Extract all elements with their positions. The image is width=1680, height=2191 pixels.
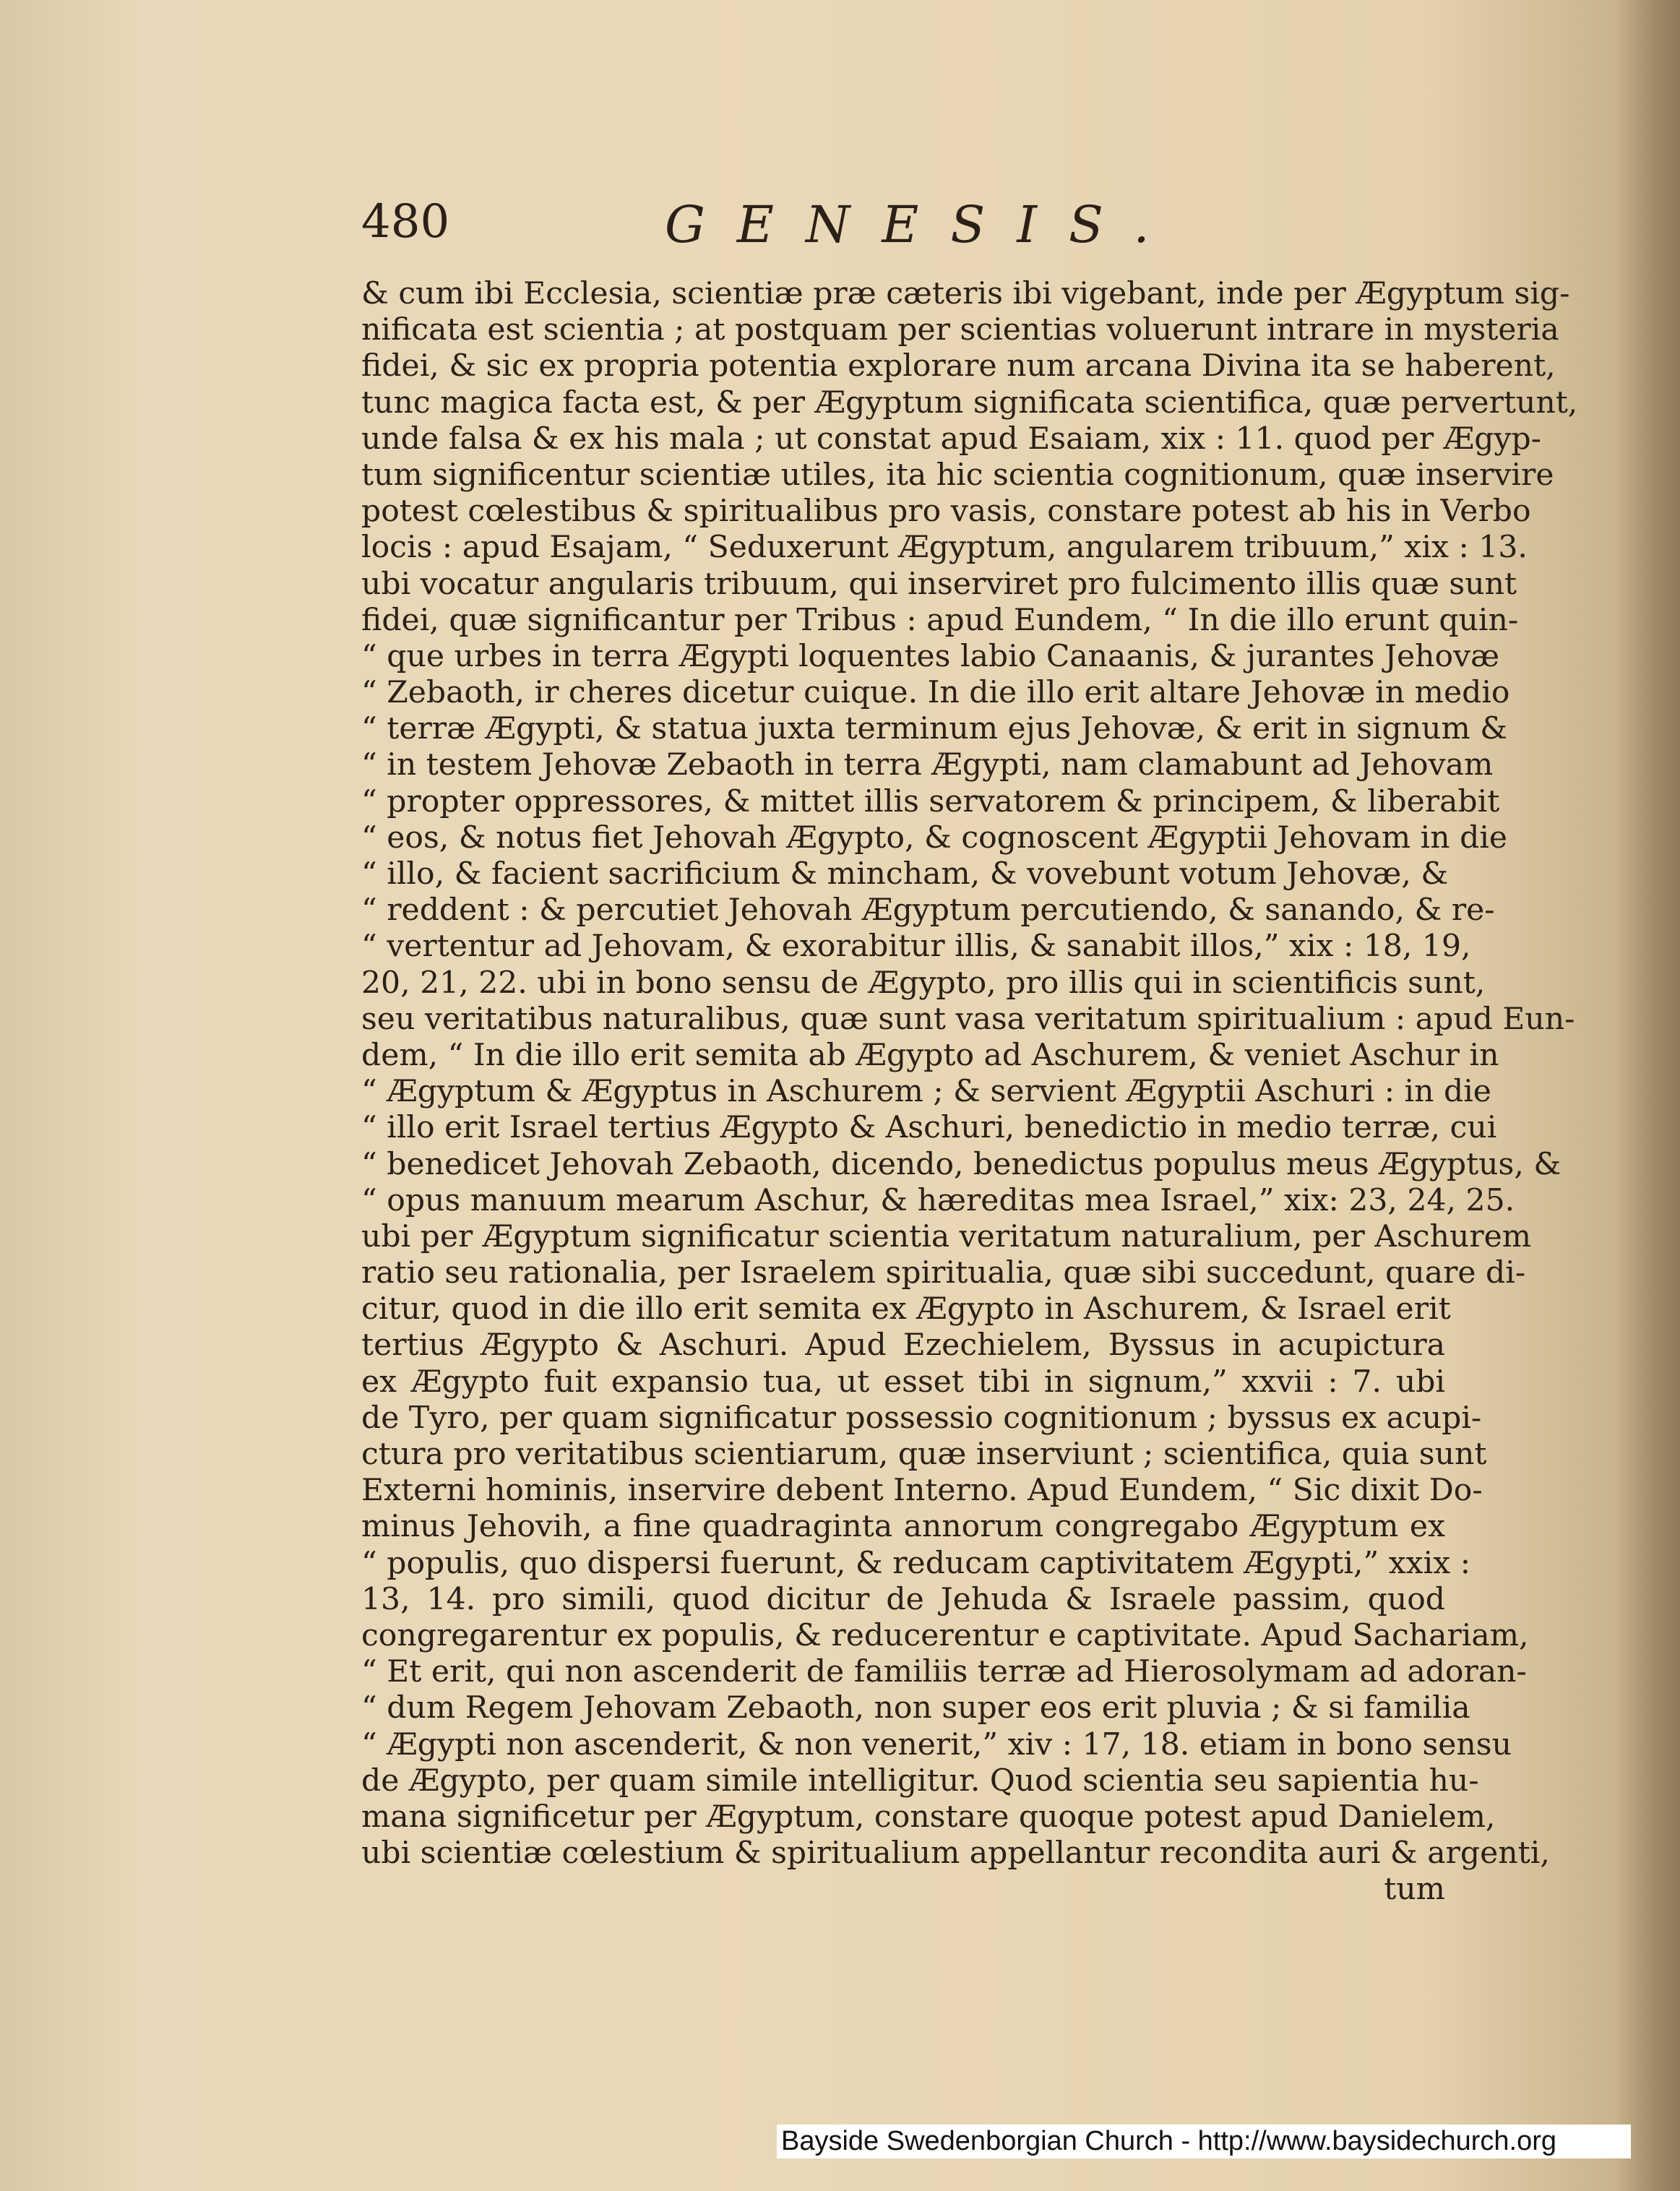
text-line: “ eos, & notus fiet Jehovah Ægypto, & cognoscent Ægyptii Jehovam in die: [361, 819, 1508, 856]
text-line: “ que urbes in terra Ægypti loquentes labio Canaanis, & jurantes Jehovæ: [361, 638, 1500, 674]
text-line: & cum ibi Ecclesia, scientiæ præ cæteris ibi vigebant, inde per Ægyptum sig-: [361, 276, 1570, 311]
text-line: minus Jehovih, a fine quadraginta annorum congregabo Ægyptum ex: [361, 1509, 1445, 1545]
text-line: ratio seu rationalia, per Israelem spiritualia, quæ sibi succedunt, quare di-: [361, 1255, 1526, 1291]
running-title: GENESIS.: [665, 195, 1181, 254]
page-number: 480: [361, 195, 450, 249]
text-line: nificata est scientia ; at postquam per scientias voluerunt intrare in mysteria: [361, 312, 1559, 348]
text-line: seu veritatibus naturalibus, quæ sunt vasa veritatum spiritualium : apud Eun-: [361, 1001, 1575, 1037]
text-line: “ benedicet Jehovah Zebaoth, dicendo, benedictus populus meus Ægyptus, &: [361, 1146, 1561, 1182]
text-line: “ reddent : & percutiet Jehovah Ægyptum percutiendo, & sanando, & re-: [361, 892, 1495, 929]
text-line: “ Zebaoth, ir cheres dicetur cuique. In die illo erit altare Jehovæ in medio: [361, 675, 1510, 711]
page-gutter-shadow: [1615, 0, 1680, 2191]
text-line: “ dum Regem Jehovam Zebaoth, non super eos erit pluvia ; & si familia: [361, 1690, 1470, 1726]
text-line: dem, “ In die illo erit semita ab Ægypto ad Aschurem, & veniet Aschur in: [361, 1037, 1499, 1073]
text-line: locis : apud Esajam, “ Seduxerunt Ægyptum, angularem tribuum,” xix : 13.: [361, 530, 1528, 566]
text-line: ex Ægypto fuit expansio tua, ut esset tibi in signum,” xxvii : 7. ubi: [361, 1364, 1445, 1400]
text-line: citur, quod in die illo erit semita ex Ægypto in Aschurem, & Israel erit: [361, 1291, 1451, 1327]
text-line: congregarentur ex populis, & reducerentur e captivitate. Apud Sachariam,: [361, 1617, 1529, 1653]
text-line: unde falsa & ex his mala ; ut constat apud Esaiam, xix : 11. quod per Ægyp-: [361, 421, 1542, 457]
text-line: ubi vocatur angularis tribuum, qui inserviret pro fulcimento illis quæ sunt: [361, 566, 1517, 602]
text-line: mana significetur per Ægyptum, constare quoque potest apud Danielem,: [361, 1799, 1496, 1835]
text-line: “ illo erit Israel tertius Ægypto & Aschuri, benedictio in medio terræ, cui: [361, 1110, 1497, 1146]
text-line: ctura pro veritatibus scientiarum, quæ inserviunt ; scientifica, quia sunt: [361, 1437, 1487, 1472]
text-line: “ Ægyptum & Ægyptus in Aschurem ; & servient Ægyptii Aschuri : in die: [361, 1074, 1491, 1110]
text-line: ubi per Ægyptum significatur scientia veritatum naturalium, per Aschurem: [361, 1218, 1532, 1254]
text-line: “ propter oppressores, & mittet illis servatorem & principem, & liberabit: [361, 783, 1500, 819]
text-line: de Tyro, per quam significatur possessio cognitionum ; byssus ex acupi-: [361, 1400, 1482, 1436]
text-line: “ vertentur ad Jehovam, & exorabitur illis, & sanabit illos,” xix : 18, 19,: [361, 929, 1471, 965]
text-line: “ populis, quo dispersi fuerunt, & reducam captivitatem Ægypti,” xxix :: [361, 1545, 1471, 1581]
text-line: “ Et erit, qui non ascenderit de familiis terræ ad Hierosolymam ad adoran-: [361, 1654, 1527, 1690]
text-line: fidei, quæ significantur per Tribus : apud Eundem, “ In die illo erunt quin-: [361, 602, 1519, 638]
text-line: “ Ægypti non ascenderit, & non venerit,” xiv : 17, 18. etiam in bono sensu: [361, 1726, 1512, 1762]
page-header: [361, 195, 1445, 275]
text-line: ubi scientiæ cœlestium & spiritualium appellantur recondita auri & argenti,: [361, 1835, 1550, 1872]
body-text: [361, 276, 1578, 1908]
text-line: 13, 14. pro simili, quod dicitur de Jehuda & Israele passim, quod: [361, 1581, 1445, 1617]
text-line: 20, 21, 22. ubi in bono sensu de Ægypto, pro illis qui in scientificis sunt,: [361, 965, 1486, 1001]
text-line: “ illo, & facient sacrificium & mincham, & vovebunt votum Jehovæ, &: [361, 856, 1449, 892]
watermark-caption: Bayside Swedenborgian Church - http://www.baysidechurch.org: [777, 2125, 1631, 2158]
text-line: de Ægypto, per quam simile intelligitur. Quod scientia seu sapientia hu-: [361, 1762, 1479, 1799]
text-line: “ terræ Ægypti, & statua juxta terminum ejus Jehovæ, & erit in signum &: [361, 711, 1508, 747]
text-line: tum significentur scientiæ utiles, ita hic scientia cognitionum, quæ inservire: [361, 457, 1554, 493]
text-line: tum: [1384, 1872, 1445, 1908]
text-line: fidei, & sic ex propria potentia explorare num arcana Divina ita se haberent,: [361, 348, 1556, 384]
text-line: tunc magica facta est, & per Ægyptum significata scientifica, quæ pervertunt,: [361, 384, 1578, 421]
text-line: tertius Ægypto & Aschuri. Apud Ezechielem, Byssus in acupictura: [361, 1327, 1445, 1364]
text-line: Externi hominis, inservire debent Interno. Apud Eundem, “ Sic dixit Do-: [361, 1473, 1483, 1509]
text-line: “ opus manuum mearum Aschur, & hæreditas mea Israel,” xix: 23, 24, 25.: [361, 1182, 1515, 1218]
text-line: “ in testem Jehovæ Zebaoth in terra Ægypti, nam clamabunt ad Jehovam: [361, 747, 1494, 783]
text-line: potest cœlestibus & spiritualibus pro vasis, constare potest ab his in Verbo: [361, 494, 1531, 530]
